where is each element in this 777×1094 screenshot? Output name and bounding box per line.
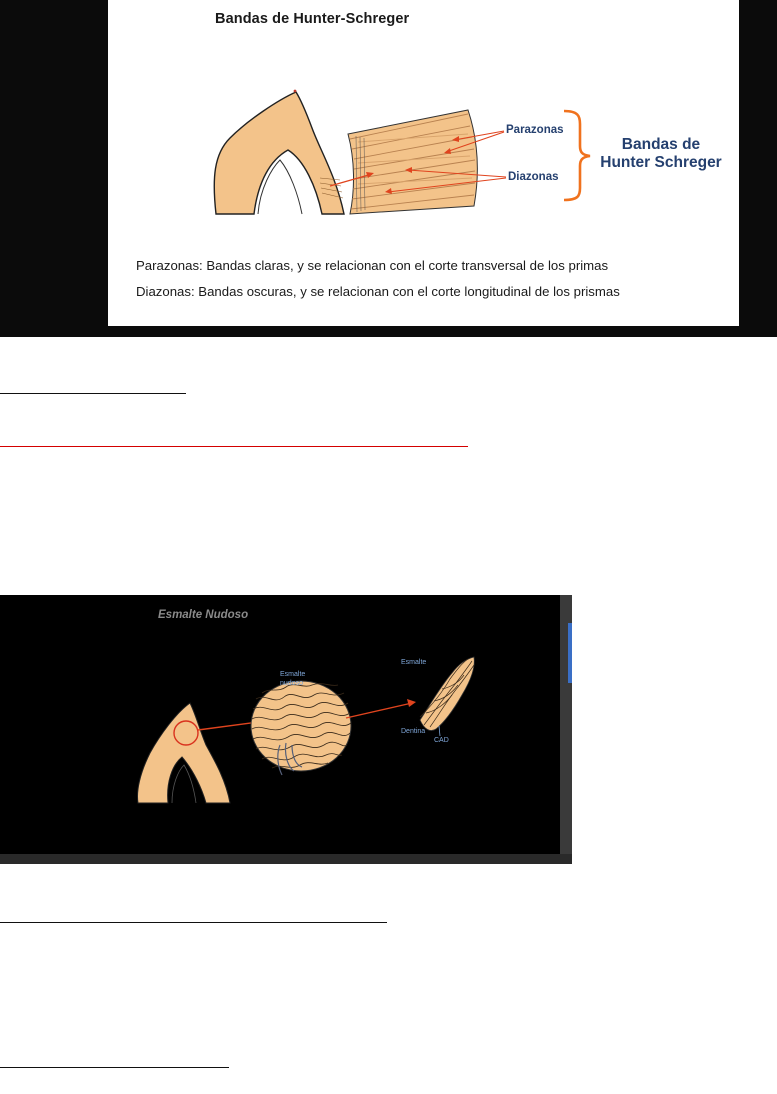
label-dentina: Dentina [401,728,426,735]
heading-underline-1 [0,393,186,394]
twisted-prisms [420,657,474,731]
scrollbar-thumb [568,623,572,683]
diazonas-description: Diazonas: Bandas oscuras, y se relacionan con el corte longitudinal de los prismas [136,284,620,299]
hunter-schreger-slide [0,0,777,337]
bandas-hunter-schreger-label [576,136,746,172]
label-parazonas: Parazonas [506,124,564,136]
parazonas-description: Parazonas: Bandas claras, y se relacionan con el corte transversal de los primas [136,258,609,273]
heading-underline-2 [0,922,387,923]
slide-title: Bandas de Hunter-Schreger [215,11,410,27]
esmalte-nudoso-slide [0,595,572,864]
slide-canvas [108,0,739,326]
label-esmalte-nudoso-line1: Esmalte [280,671,306,678]
heading-underline-3 [0,1067,229,1068]
heading-underline-red [0,446,468,447]
bandas-label-line1: Bandas de [621,136,701,153]
bandas-label-line2: Hunter Schreger [600,154,722,171]
label-esmalte-nudoso [280,670,305,688]
esmalte-nudoso-diagram [0,595,560,854]
label-diazonas: Diazonas [508,171,559,183]
label-esmalte: Esmalte [401,659,427,666]
slide-title: Esmalte Nudoso [158,609,249,621]
slide-bottom-bar [0,854,572,864]
label-esmalte-nudoso-line2: nudoso [280,680,303,687]
label-cad: CAD [434,737,449,744]
